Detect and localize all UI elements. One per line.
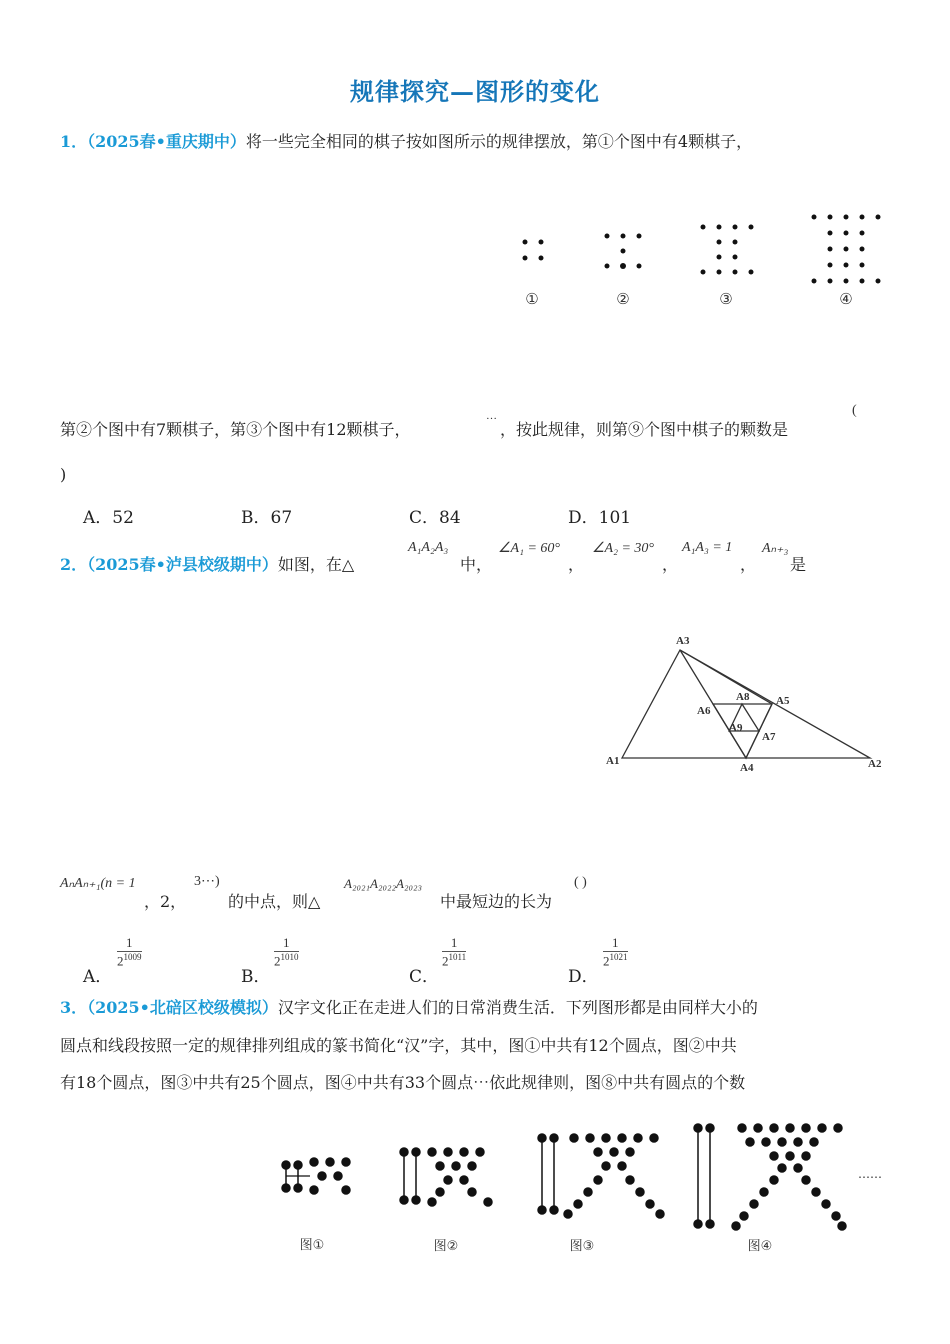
q1-text2: 第②个图中有7颗棋子，第③个图中有12颗棋子，	[60, 420, 411, 439]
q2-option-c-fraction: $\frac{1}{2^{1011}}$	[442, 935, 467, 969]
q2-number: 2．	[60, 555, 88, 574]
q2-segment: AₙAₙ₊₁(n = 1	[60, 876, 136, 891]
fig1-dots	[523, 240, 544, 261]
label-a7: A7	[762, 731, 776, 743]
q2-shortest: 中最短边的长为	[440, 892, 553, 911]
fig3-dots	[701, 225, 754, 275]
label-a9: A9	[729, 722, 743, 734]
q2-an3: Aₙ₊₃	[762, 541, 789, 556]
q1-fig-label-2: ②	[616, 290, 630, 308]
q1-text1: 将一些完全相同的棋子按如图所示的规律摆放，第①个图中有4颗棋子，	[245, 132, 753, 151]
page-title: 规律探究—图形的变化	[350, 77, 600, 106]
q1-source: （2025春•重庆期中）	[87, 132, 246, 151]
label-a3: A3	[676, 635, 690, 647]
q3-han-character-figures	[276, 1120, 896, 1260]
q2-side: A₁A₃ = 1	[682, 540, 733, 555]
q2-source: （2025春•泸县校级期中）	[87, 555, 278, 574]
q2-option-a-fraction: $\frac{1}{2^{1009}}$	[117, 935, 142, 969]
fig4-dots	[812, 215, 881, 284]
q1-option-b: B．67	[241, 508, 293, 528]
q2-midpoint: 的中点，则△	[228, 892, 321, 911]
q2-angle1: ∠A₁ = 60°	[498, 541, 561, 556]
q3-number: 3．	[60, 998, 88, 1017]
q3-fig-label-2: 图②	[433, 1239, 459, 1254]
label-a2: A2	[868, 758, 882, 770]
q2-comma2: ，	[662, 555, 679, 574]
q1-fig-label-4: ④	[839, 290, 853, 308]
q1-chess-pattern-figure	[505, 205, 905, 315]
q2-text-pre: 如图，在△	[277, 555, 355, 574]
q2-shi: 是	[790, 555, 807, 574]
q3-fig-label-4: 图④	[747, 1239, 773, 1254]
q2-triangle-figure	[602, 630, 892, 780]
q1-number: 1．	[60, 132, 88, 151]
q1-option-d: D．101	[568, 508, 632, 528]
q3-line1	[60, 998, 758, 1018]
q3-fig-label-3: 图③	[569, 1239, 595, 1254]
q1-paren-open: (	[852, 403, 857, 418]
q3-continuation-dots: ……	[858, 1167, 882, 1181]
q2-option-c-letter: C．	[409, 967, 440, 987]
label-a6: A6	[697, 705, 711, 717]
q2-triangle2: A₂₀₂₁A₂₀₂₂A₂₀₂₃	[344, 876, 423, 891]
q3-line2: 圆点和线段按照一定的规律排列组成的篆书简化“汉”字，其中，图①中共有12个圆点，图②中共	[60, 1036, 737, 1055]
q2-triangle: A₁A₂A₃	[408, 540, 449, 555]
label-a1: A1	[606, 755, 620, 767]
q1-option-a: A．52	[83, 508, 134, 528]
label-a5: A5	[776, 695, 790, 707]
q2-line1	[60, 555, 354, 575]
q1-fig-label-1: ①	[525, 290, 539, 308]
q3-fig-label-1: 图①	[299, 1238, 325, 1253]
q3-line3: 有18个圆点，图③中共有25个圆点，图④中共有33个圆点⋯依此规律则，图⑧中共有圆点的个数	[60, 1073, 746, 1092]
q2-option-b-fraction: $\frac{1}{2^{1010}}$	[274, 935, 299, 969]
q2-angle2: ∠A₂ = 30°	[592, 541, 655, 556]
q1-paren-close: )	[60, 465, 67, 484]
q3-source: （2025•北碚区校级模拟）	[87, 998, 278, 1017]
q2-mid: ，2，	[144, 892, 187, 911]
q2-zhong: 中，	[460, 555, 493, 574]
q2-three: 3⋯)	[194, 874, 220, 889]
q2-option-a-letter: A．	[83, 967, 113, 987]
q2-option-b-letter: B．	[241, 967, 271, 987]
q1-ellipsis: …	[486, 410, 497, 422]
q2-comma3: ，	[740, 555, 757, 574]
q3-text1: 汉字文化正在走进人们的日常消费生活．下列图形都是由同样大小的	[277, 998, 758, 1017]
q1-text3: ，按此规律，则第⑨个图中棋子的颗数是	[500, 420, 789, 439]
q1-option-c: C．84	[409, 508, 461, 528]
q2-comma1: ，	[568, 555, 585, 574]
label-a4: A4	[740, 762, 754, 774]
label-a8: A8	[736, 691, 750, 703]
q1-line1	[60, 132, 752, 152]
q2-option-d-letter: D．	[568, 967, 599, 987]
q2-paren: ( )	[574, 875, 587, 890]
q2-option-d-fraction: $\frac{1}{2^{1021}}$	[603, 935, 628, 969]
q1-fig-label-3: ③	[719, 290, 733, 308]
fig2-dots	[605, 234, 642, 270]
